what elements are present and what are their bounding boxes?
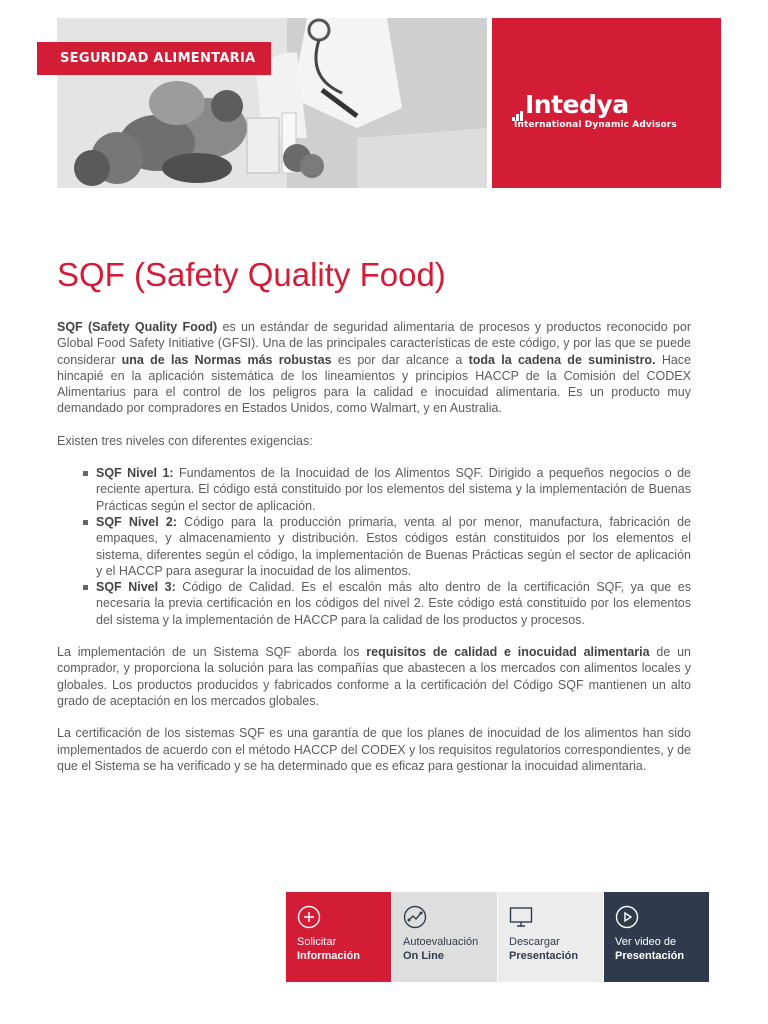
monitor-icon: [509, 905, 533, 929]
para3-text-2: de un comprador, y proporciona la solución para las compañías que abastecen a los mercados con alimentos locales y globales. Los productos producidos y fabricados conforme a la certificación del Código SQF mantienen un alto grado de aceptación en los mercados globales.: [57, 645, 691, 708]
cta-line1: Ver video de: [615, 936, 677, 948]
level-item: [79, 465, 691, 514]
intro-bold-2: una de las Normas más robustas: [121, 352, 332, 367]
category-tag: SEGURIDAD ALIMENTARIA: [37, 42, 271, 75]
play-circle-icon: [615, 905, 639, 929]
level-text: Código de Calidad. Es el escalón más alto dentro de la certificación SQF, ya que es necesaria la previa certificación en los códigos del nivel 2. Este código está constituido por los elementos del sistema y la implementación de HACCP para la calidad de los productos y procesos.: [96, 580, 691, 627]
intro-text-2: es por dar alcance a: [331, 352, 469, 367]
level-text: Código para la producción primaria, venta al por menor, manufactura, fabricación de empaques, y almacenamiento y distribución. Estos códigos están constituidos por los elementos el sistema, diferentes según el código, la implementación de Buenas Prácticas según el sector de aplicación y el HACCP para asegurar la inocuidad de los alimentos.: [96, 514, 691, 578]
logo-name: Intedya: [525, 90, 629, 119]
intro-text-1: es un estándar de seguridad alimentaria de procesos y productos reconocido por Global Food Safety Initiative (GFSI). Una de las principales características de este código, y por las que se puede considerar: [57, 320, 692, 367]
intro-bold-3: toda la cadena de suministro.: [468, 352, 656, 367]
logo-tagline: International Dynamic Advisors: [514, 120, 677, 130]
cta-line2: On Line: [403, 950, 444, 962]
watch-video-button[interactable]: [604, 892, 709, 982]
levels-intro: Existen tres niveles con diferentes exigencias:: [57, 433, 313, 448]
para3-bold: requisitos de calidad e inocuidad alimentaria: [366, 645, 650, 660]
download-presentation-button[interactable]: [498, 892, 603, 982]
check-chart-icon: [403, 905, 427, 929]
cta-line1: Descargar: [509, 936, 560, 948]
self-assessment-button[interactable]: [392, 892, 497, 982]
level-label: SQF Nivel 2:: [96, 514, 178, 529]
requirements-paragraph: [57, 644, 691, 709]
cta-line2: Presentación: [509, 950, 579, 962]
cta-line2: Información: [297, 950, 360, 962]
cta-line1: Solicitar: [297, 936, 337, 948]
cta-line2: Presentación: [615, 950, 685, 962]
level-label: SQF Nivel 1:: [96, 466, 174, 481]
plus-circle-icon: [297, 905, 321, 929]
request-info-button[interactable]: [286, 892, 391, 982]
cta-line1: Autoevaluación: [403, 936, 479, 948]
document-body: [57, 319, 691, 790]
intro-text-3: Hace hincapié en la aplicación sistemática de los lineamientos y principios HACCP de la Comisión del CODEX Alimentarius para el control de los peligros para la calidad e inocuidad alimentaria. Es un producto muy demandado por compradores en Estados Unidos, como Walmart, y en Australia.: [57, 352, 692, 416]
page-title: SQF (Safety Quality Food): [57, 256, 446, 293]
intedya-logo-panel: [492, 18, 721, 188]
level-item: [79, 514, 691, 579]
level-label: SQF Nivel 3:: [96, 580, 176, 595]
level-item: [79, 579, 691, 628]
cta-bar: [286, 892, 709, 982]
levels-list: [79, 465, 691, 628]
intro-paragraph: [57, 319, 691, 417]
intro-bold-1: SQF (Safety Quality Food): [57, 320, 218, 334]
para3-text-1: La implementación de un Sistema SQF aborda los: [57, 645, 367, 660]
certification-paragraph: La certificación de los sistemas SQF es una garantía de que los planes de inocuidad de los alimentos han sido implementados de acuerdo con el método HACCP del CODEX y los requisitos regulatorios correspondientes, y de que el Sistema se ha verificado y se ha determinado que es eficaz para gestionar la inocuidad alimentaria.: [57, 726, 691, 773]
level-text: Fundamentos de la Inocuidad de los Alimentos SQF. Dirigido a pequeños negocios o de reciente apertura. El código está constituido por los elementos del sistema y la implementación de Buenas Prácticas según el sector de aplicación.: [96, 466, 691, 513]
